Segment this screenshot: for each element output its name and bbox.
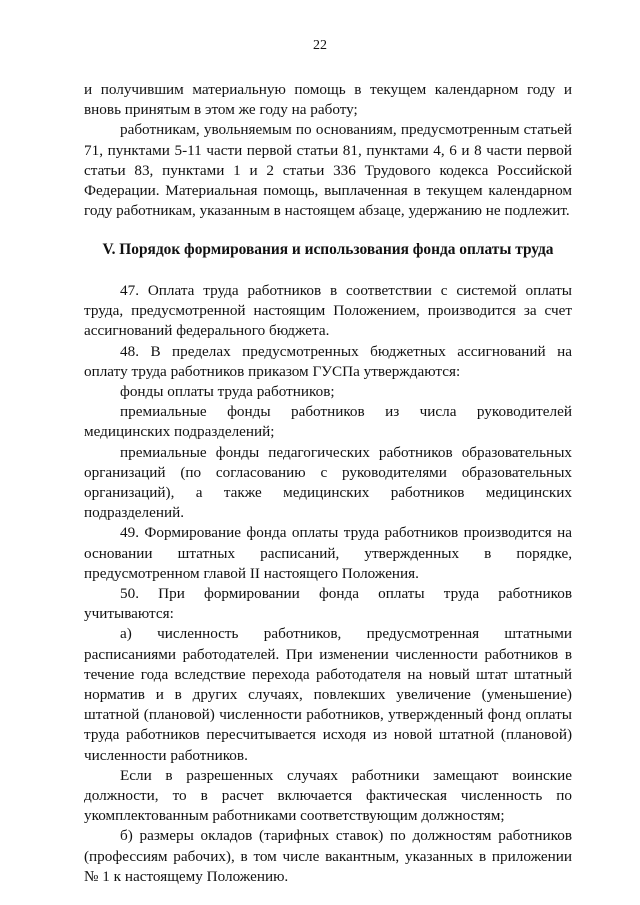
section-heading: V. Порядок формирования и использования фонда оплаты труда [102,241,554,258]
paragraph: 49. Формирование фонда оплаты труда работников производится на основании штатных расписаний, утвержденных в порядке, предусмотренном главой II настоящего Положения. [84,524,572,582]
paragraph: Если в разрешенных случаях работники замещают воинские должности, то в расчет включается фактическая численность по укомплектованным работниками соответствующим должностям; [84,766,572,825]
paragraph: работникам, увольняемым по основаниям, предусмотренным статьей 71, пунктами 5-11 части первой статьи 81, пунктами 4, 6 и 8 части первой статьи 83, пунктами 1 и 2 статьи 336 Трудового кодекса Российской Федерации. Материальная помощь, выплаченная в текущем календарном году работникам, указанным в настоящем абзаце, удержанию не подлежит. [84,121,572,220]
paragraph: 47. Оплата труда работников в соответствии с системой оплаты труда, предусмотренной настоящим Положением, производится за счет ассигнований федерального бюджета. [84,282,572,340]
page-number: 22 [313,38,327,53]
paragraph: премиальные фонды педагогических работников образовательных организаций (по согласованию с руководителями образовательных организаций), а также медицинских работников медицинских подразделений. [84,443,572,522]
paragraph: фонды оплаты труда работников; [120,383,335,401]
paragraph: 50. При формировании фонда оплаты труда работников учитываются: [84,585,572,623]
section-text-block [84,281,572,887]
paragraph: а) численность работников, предусмотренная штатными расписаниями работодателей. При изменении численности работников в течение года вследствие перехода работодателя на новый штат штатный норматив и в других случаях, повлекших увеличение (уменьшение) штатной (плановой) численности работников, утвержденный фонд оплаты труда работников пересчитывается исходя из новой штатной (плановой) численности работников. [84,625,572,764]
paragraph: 48. В пределах предусмотренных бюджетных ассигнований на оплату труда работников приказом ГУСПа утверждаются: [84,342,572,380]
paragraph: и получившим материальную помощь в текущем календарном году и вновь принятым в этом же году на работу; [84,81,572,119]
top-text-block [84,80,572,221]
paragraph: б) размеры окладов (тарифных ставок) по должностям работников (профессиям рабочих), в том числе вакантным, указанных в приложении № 1 к настоящему Положению. [84,827,572,885]
paragraph: премиальные фонды работников из числа руководителей медицинских подразделений; [84,403,572,441]
